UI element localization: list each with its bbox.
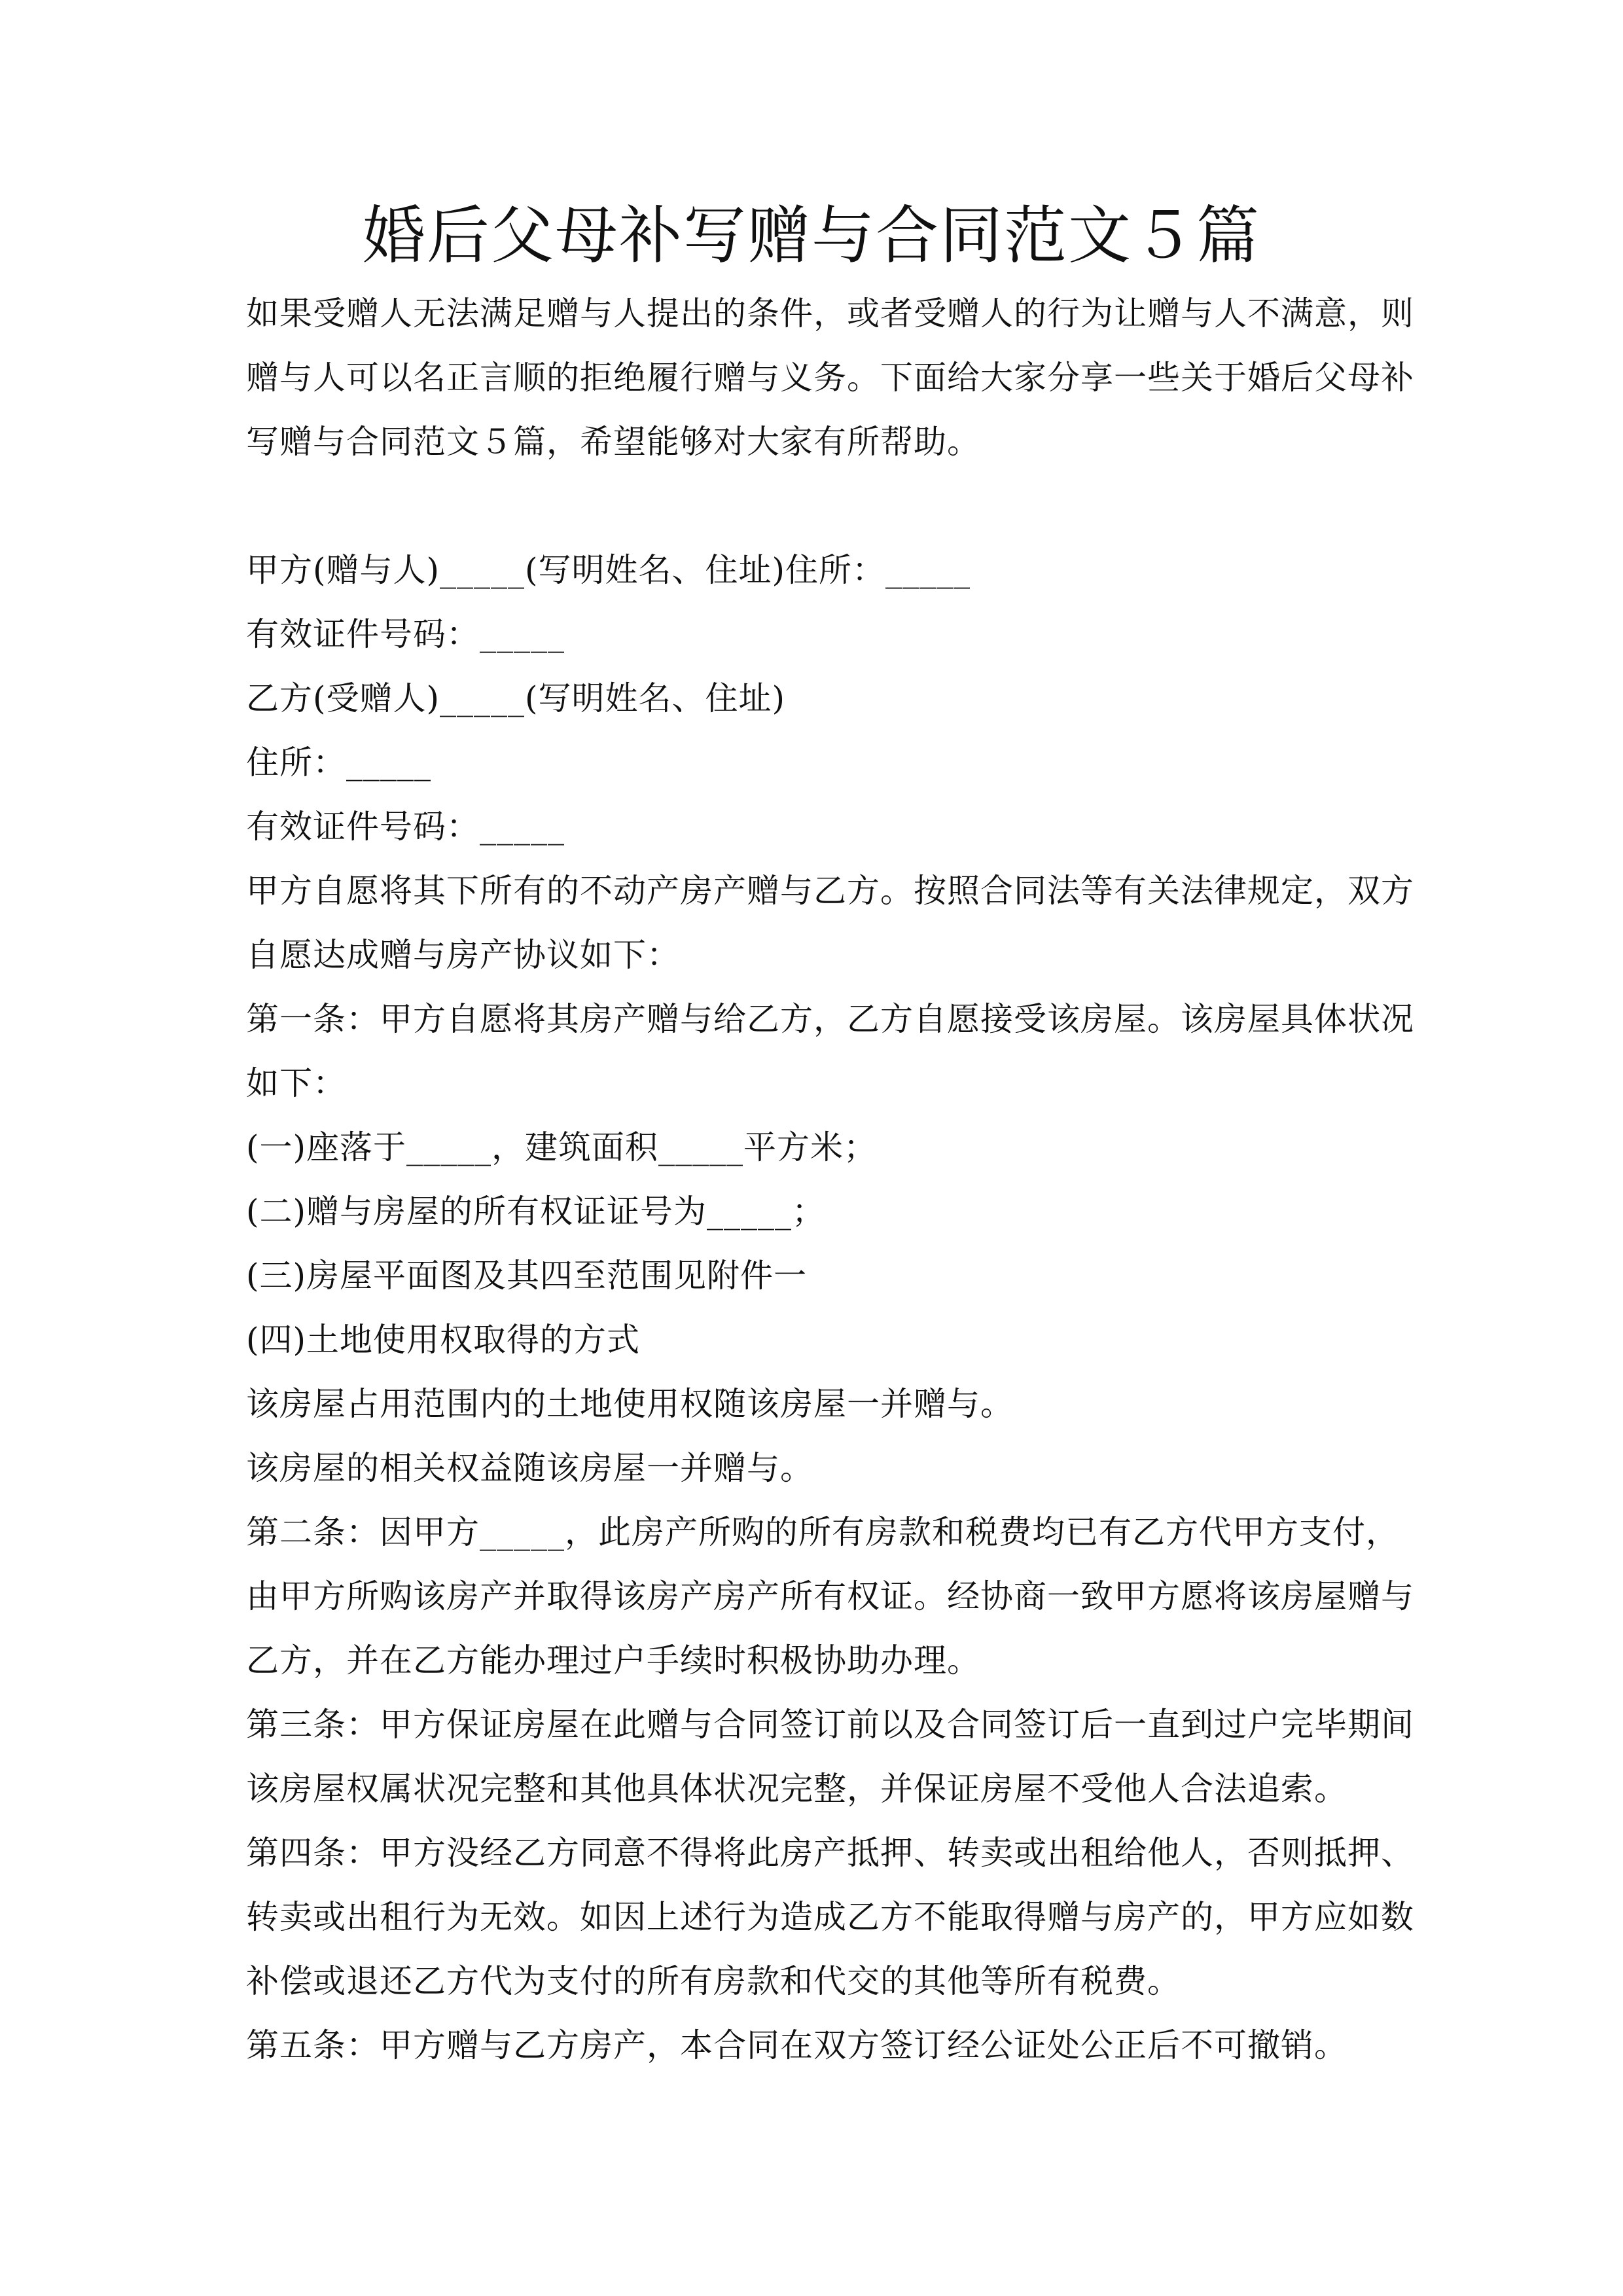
article-2-line: 乙方，并在乙方能办理过户手续时积极协助办理。 <box>246 1641 980 1679</box>
article-1-line: 该房屋的相关权益随该房屋一并赠与。 <box>246 1449 813 1487</box>
preamble-line: 甲方自愿将其下所有的不动产房产赠与乙方。按照合同法等有关法律规定，双方 <box>246 872 1414 910</box>
article-4-line: 转卖或出租行为无效。如因上述行为造成乙方不能取得赠与房产的，甲方应如数 <box>246 1898 1414 1936</box>
intro-line: 如果受赠人无法满足赠与人提出的条件，或者受赠人的行为让赠与人不满意，则 <box>246 295 1414 332</box>
article-1-line: 该房屋占用范围内的土地使用权随该房屋一并赠与。 <box>246 1385 1014 1423</box>
article-2-line: 第二条：因甲方_____，此房产所购的所有房款和税费均已有乙方代甲方支付， <box>246 1513 1399 1551</box>
article-2-line: 由甲方所购该房产并取得该房产房产所有权证。经协商一致甲方愿将该房屋赠与 <box>246 1577 1414 1615</box>
party-b-line: 乙方(受赠人)_____(写明姓名、住址) <box>246 679 786 717</box>
article-3-line: 该房屋权属状况完整和其他具体状况完整，并保证房屋不受他人合法追索。 <box>246 1770 1347 1808</box>
contract-body <box>246 538 1414 2077</box>
article-1-line: 第一条：甲方自愿将其房产赠与给乙方，乙方自愿接受该房屋。该房屋具体状况 <box>246 1000 1414 1038</box>
party-b-id-line: 有效证件号码：_____ <box>246 808 565 846</box>
party-a-line: 甲方(赠与人)_____(写明姓名、住址)住所：_____ <box>246 551 971 589</box>
article-1-line: 如下： <box>246 1064 346 1102</box>
intro-line: 赠与人可以名正言顺的拒绝履行赠与义务。下面给大家分享一些关于婚后父母补 <box>246 359 1414 397</box>
article-4-line: 补偿或退还乙方代为支付的所有房款和代交的其他等所有税费。 <box>246 1962 1181 2000</box>
article-1-item: (二)赠与房屋的所有权证证号为_____； <box>246 1193 826 1230</box>
intro-paragraph <box>246 281 1414 474</box>
article-4-line: 第四条：甲方没经乙方同意不得将此房产抵押、转卖或出租给他人，否则抵押、 <box>246 1834 1414 1872</box>
article-1-item: (四)土地使用权取得的方式 <box>246 1321 641 1359</box>
document-body <box>246 281 1414 2077</box>
article-3-line: 第三条：甲方保证房屋在此赠与合同签订前以及合同签订后一直到过户完毕期间 <box>246 1706 1414 1744</box>
article-1-item: (一)座落于_____，建筑面积_____平方米； <box>246 1128 878 1166</box>
article-1-item: (三)房屋平面图及其四至范围见附件一 <box>246 1257 808 1295</box>
article-5-line: 第五条：甲方赠与乙方房产，本合同在双方签订经公证处公正后不可撤销。 <box>246 2026 1347 2064</box>
intro-line: 写赠与合同范文５篇，希望能够对大家有所帮助。 <box>246 423 980 461</box>
party-b-address-line: 住所：_____ <box>246 744 431 781</box>
page-title: 婚后父母补写赠与合同范文５篇 <box>363 199 1260 272</box>
preamble-line: 自愿达成赠与房产协议如下： <box>246 936 680 974</box>
party-a-id-line: 有效证件号码：_____ <box>246 615 565 653</box>
